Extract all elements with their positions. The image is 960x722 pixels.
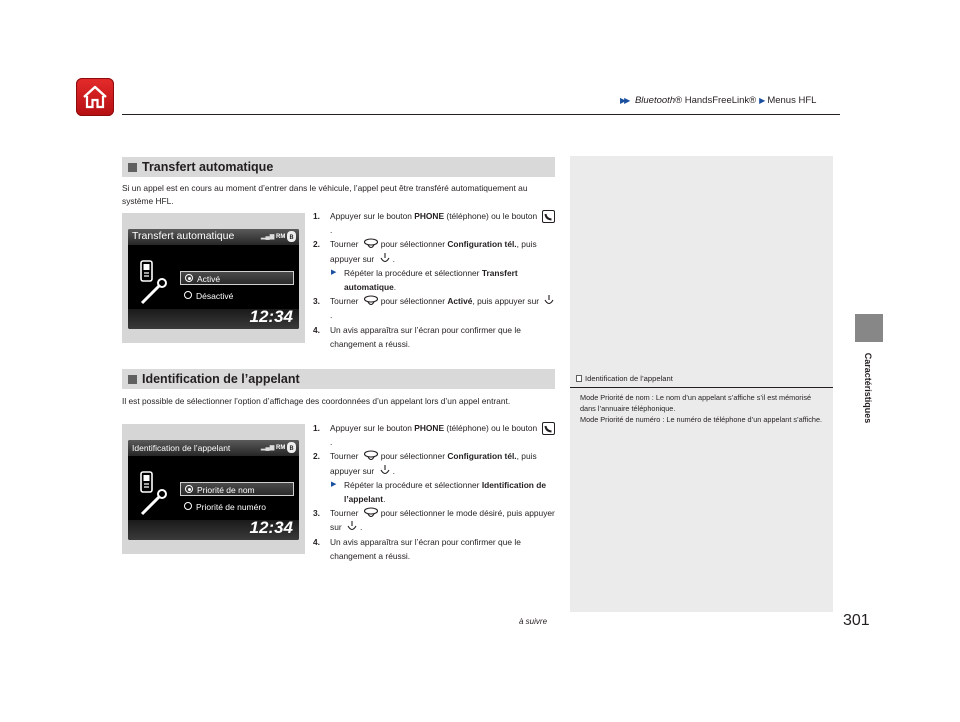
option-label: Priorité de numéro	[196, 502, 266, 512]
phone-button-icon	[542, 210, 555, 223]
selector-knob-icon	[363, 450, 379, 462]
breadcrumb-arrow-icon: ▶▶	[620, 96, 629, 105]
option-label: Désactivé	[196, 291, 234, 301]
radio-icon	[185, 274, 193, 282]
radio-icon	[184, 502, 192, 510]
radio-icon	[184, 291, 192, 299]
step-2: 2. Tourner pour sélectionner Configuration tél., puis appuyer sur .	[313, 451, 537, 476]
note-icon	[576, 375, 582, 382]
press-knob-icon	[379, 253, 391, 265]
option-name-priority[interactable]	[180, 482, 294, 496]
note-line-name-priority: Mode Priorité de nom : Le nom d’un appelant s’affiche s’il est mémorisé dans l’annuaire téléphonique.	[580, 393, 812, 413]
phone-settings-icon	[138, 470, 174, 520]
press-knob-icon	[346, 521, 358, 533]
header-divider	[122, 114, 840, 115]
screen-title-bar	[128, 440, 299, 456]
step-3: 3. Tourner pour sélectionner le mode désiré, puis appuyer sur .	[313, 508, 555, 533]
breadcrumb	[620, 95, 816, 106]
radio-icon	[185, 485, 193, 493]
note-title: Identification de l’appelant	[585, 374, 673, 383]
screen-title-bar	[128, 229, 299, 245]
screen-clock: 12:34	[249, 307, 293, 326]
step-4: 4. Un avis apparaîtra sur l’écran pour confirmer que le changement a réussi.	[313, 536, 521, 561]
option-inactive[interactable]	[180, 289, 294, 303]
breadcrumb-menus-hfl[interactable]: Menus HFL	[767, 95, 817, 106]
step-1: 1. Appuyer sur le bouton PHONE (téléphone) ou le bouton .	[313, 421, 558, 449]
option-number-priority[interactable]	[180, 500, 294, 514]
heading-square-icon	[128, 163, 137, 172]
arrow-icon: ▶	[331, 480, 337, 488]
continued-label: à suivre	[519, 617, 548, 626]
section-intro: Il est possible de sélectionner l’option d’affichage des coordonnées d’un appelant lors d’un appel entrant.	[122, 396, 511, 406]
note-body	[580, 392, 828, 425]
phone-button-icon	[542, 422, 555, 435]
option-active[interactable]	[180, 271, 294, 285]
option-label: Priorité de nom	[197, 485, 255, 495]
steps-list	[313, 209, 558, 351]
note-divider	[570, 387, 833, 388]
selector-knob-icon	[363, 295, 379, 307]
option-label: Activé	[197, 274, 221, 284]
home-icon	[82, 85, 108, 109]
breadcrumb-arrow-icon: ▶	[759, 96, 764, 105]
roaming-indicator: RM	[275, 234, 286, 241]
step-2: 2. Tourner pour sélectionner Configuration tél., puis appuyer sur .	[313, 239, 537, 264]
screen-illustration	[122, 424, 305, 554]
steps-list	[313, 421, 558, 563]
step-2-sub: ▶ Répéter la procédure et sélectionner Identification de l’appelant.	[331, 479, 547, 505]
step-4: 4. Un avis apparaîtra sur l’écran pour confirmer que le changement a réussi.	[313, 324, 521, 349]
bluetooth-icon: ʙ	[287, 442, 296, 453]
screen-status	[261, 442, 296, 453]
step-3: 3. Tourner pour sélectionner Activé, puis appuyer sur .	[313, 294, 558, 322]
heading-square-icon	[128, 375, 137, 384]
step-1: 1. Appuyer sur le bouton PHONE (téléphone) ou le bouton .	[313, 209, 558, 237]
screen-clock: 12:34	[249, 518, 293, 537]
section-title: Identification de l’appelant	[142, 372, 300, 386]
screen-title: Transfert automatique	[132, 230, 235, 242]
press-knob-icon	[379, 465, 391, 477]
bluetooth-icon: ʙ	[287, 231, 296, 242]
breadcrumb-handsfreelink[interactable]: ® HandsFreeLink®	[675, 95, 757, 106]
display-screen	[128, 440, 299, 540]
press-knob-icon	[543, 295, 555, 307]
screen-illustration	[122, 213, 305, 343]
selector-knob-icon	[363, 507, 379, 519]
breadcrumb-bluetooth[interactable]: Bluetooth	[634, 95, 676, 106]
arrow-icon: ▶	[331, 268, 337, 276]
page-number: 301	[843, 612, 870, 629]
roaming-indicator: RM	[275, 445, 286, 452]
selector-knob-icon	[363, 238, 379, 250]
side-tab[interactable]	[847, 345, 889, 430]
home-button[interactable]	[76, 78, 114, 116]
side-tab-label: Caractéristiques	[863, 352, 873, 423]
section-heading-caller-id	[122, 369, 555, 389]
screen-status	[261, 231, 296, 242]
screen-title: Identification de l’appelant	[132, 443, 231, 453]
section-heading-auto-transfer	[122, 157, 555, 177]
sidebar-notes-panel	[570, 156, 833, 612]
signal-icon: ▂▄▆	[260, 234, 275, 241]
section-intro: Si un appel est en cours au moment d’entrer dans le véhicule, l’appel peut être transféré automatiquement au système HFL.	[122, 183, 528, 206]
signal-icon: ▂▄▆	[260, 445, 275, 452]
side-tab-marker	[855, 314, 883, 342]
display-screen	[128, 229, 299, 329]
step-2-sub: ▶ Répéter la procédure et sélectionner Transfert automatique.	[331, 267, 518, 293]
section-title: Transfert automatique	[142, 160, 274, 174]
phone-settings-icon	[138, 259, 174, 309]
note-line-number-priority: Mode Priorité de numéro : Le numéro de téléphone d’un appelant s’affiche.	[580, 415, 823, 424]
